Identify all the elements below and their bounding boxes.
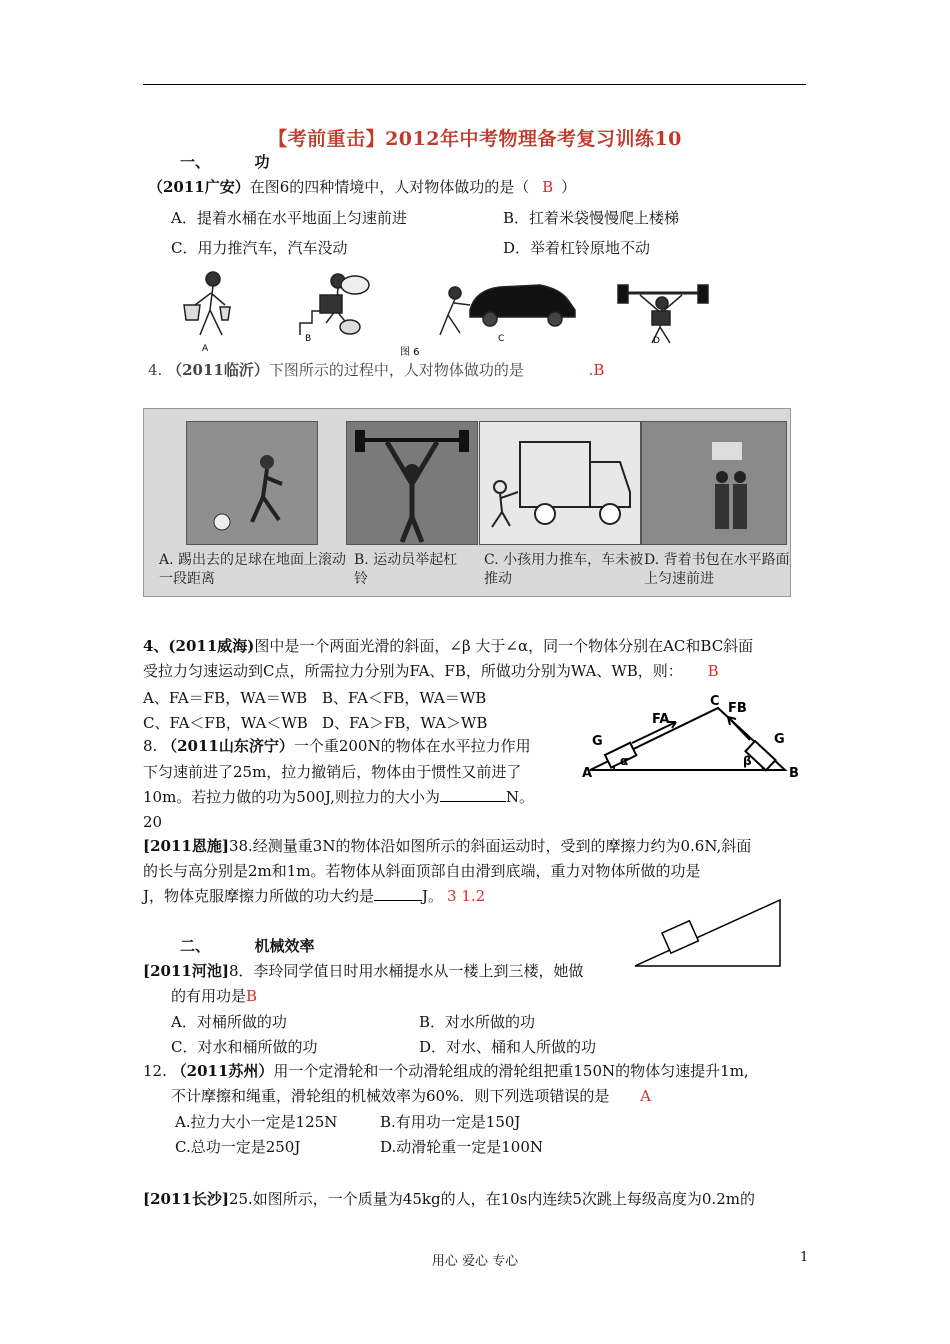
question-7-option-b: B.有用功一定是150J bbox=[380, 1113, 521, 1131]
figure-6-label-b: B bbox=[305, 334, 312, 344]
question-1-source: （2011广安） bbox=[148, 178, 250, 196]
question-4-number: 8. bbox=[143, 737, 158, 755]
question-2-stem bbox=[148, 360, 604, 380]
incline-label-beta: β bbox=[743, 754, 752, 768]
question-1-answer: B bbox=[542, 178, 554, 196]
photo-a-soccer bbox=[186, 421, 318, 545]
incline-label-fa: FA bbox=[652, 712, 670, 727]
photo-b-weightlifter bbox=[346, 421, 478, 545]
figure-6-label-c: C bbox=[498, 334, 505, 344]
question-3-line-2 bbox=[143, 661, 719, 681]
question-7-answer: A bbox=[640, 1087, 651, 1105]
section-1-heading bbox=[180, 152, 270, 172]
photo-b-caption: B. 运动员举起杠铃 bbox=[354, 552, 458, 587]
question-7-option-d: D.动滑轮重一定是100N bbox=[380, 1138, 544, 1156]
question-6-option-d: D．对水、桶和人所做的功 bbox=[419, 1038, 597, 1056]
question-5-blank bbox=[374, 900, 422, 901]
question-2-text: 下图所示的过程中，人对物体做功的是 bbox=[268, 361, 524, 379]
section-1-name: 功 bbox=[254, 153, 270, 171]
question-3-line-1 bbox=[143, 636, 753, 656]
question-6-answer: B bbox=[246, 987, 258, 1005]
question-1-close: ） bbox=[561, 178, 577, 196]
section-2-name: 机械效率 bbox=[254, 937, 315, 955]
photo-d-caption: D. 背着书包在水平路面上匀速前进 bbox=[644, 552, 790, 587]
incline-label-g-right: G bbox=[774, 732, 785, 747]
question-8-text-1: 25.如图所示，一个质量为45kg的人，在10s内连续5次跳上每级高度为0.2m的 bbox=[228, 1190, 755, 1208]
footer-motto: 用心 爱心 专心 bbox=[431, 1254, 519, 1269]
question-7-line-1 bbox=[143, 1061, 749, 1081]
question-3-answer: B bbox=[707, 662, 719, 680]
page-number: 1 bbox=[800, 1250, 809, 1265]
question-4-unit: N。 bbox=[505, 788, 534, 806]
incline-label-c: C bbox=[710, 695, 720, 709]
incline-label-fb: FB bbox=[728, 701, 747, 716]
question-5-line-2: 的长与高分别是2m和1m。若物体从斜面顶部自由滑到底端，重力对物体所做的功是 bbox=[143, 862, 701, 880]
figure-6-caption: 图 6 bbox=[400, 347, 420, 358]
incline-label-alpha: α bbox=[620, 754, 629, 768]
figure-6-d-barbell-lifter bbox=[618, 285, 708, 343]
section-2-heading bbox=[180, 936, 315, 956]
incline-label-g-left: G bbox=[592, 734, 603, 749]
figure-6-label-d: D bbox=[653, 336, 660, 346]
question-1-option-b: B．扛着米袋慢慢爬上楼梯 bbox=[503, 209, 680, 227]
question-4-source: （2011山东济宁） bbox=[162, 737, 294, 755]
question-8-source: [2011长沙] bbox=[143, 1190, 229, 1208]
question-4-answer: 20 bbox=[143, 813, 163, 831]
question-8-line-1 bbox=[143, 1189, 755, 1209]
question-6-option-c: C．对水和桶所做的功 bbox=[171, 1038, 318, 1056]
question-1-option-a: A．提着水桶在水平地面上匀速前进 bbox=[171, 209, 407, 227]
question-7-text-1: 用一个定滑轮和一个动滑轮组成的滑轮组把重150N的物体匀速提升1m, bbox=[273, 1062, 749, 1080]
question-5-text-1: 38.经测量重3N的物体沿如图所示的斜面运动时，受到的摩擦力约为0.6N,斜面 bbox=[228, 837, 752, 855]
photo-a-caption: A. 踢出去的足球在地面上滚动一段距离 bbox=[159, 552, 347, 587]
figure-6-drawings bbox=[170, 265, 730, 360]
question-3-text-2: 受拉力匀速运动到C点，所需拉力分别为FA、FB，所做功分别为WA、WB，则： bbox=[143, 662, 683, 680]
incline-label-a: A bbox=[582, 766, 593, 781]
question-7-option-c: C.总功一定是250J bbox=[175, 1138, 301, 1156]
question-6-option-b: B．对水所做的功 bbox=[419, 1013, 536, 1031]
photo-c-truck-push bbox=[479, 421, 641, 545]
photo-d-backpack-walk bbox=[641, 421, 787, 545]
question-6-text-1: 8．李玲同学值日时用水桶提水从一楼上到三楼，她做 bbox=[228, 962, 584, 980]
question-4-line-2: 下匀速前进了25m，拉力撤销后，物体由于惯性又前进了 bbox=[143, 763, 522, 781]
figure-6-c-pushing-car bbox=[440, 285, 575, 335]
question-7-line-2 bbox=[171, 1086, 651, 1106]
section-2-number: 二、 bbox=[180, 937, 211, 955]
question-7-number: 12. bbox=[143, 1062, 167, 1080]
figure-6-label-a: A bbox=[202, 344, 209, 354]
question-7-source: （2011苏州） bbox=[171, 1062, 274, 1080]
question-6-line-1 bbox=[143, 961, 584, 981]
question-3-option-a: A、FA＝FB，WA＝WB bbox=[143, 689, 308, 707]
incline-label-b: B bbox=[789, 766, 799, 781]
section-1-number: 一、 bbox=[180, 153, 211, 171]
slope-diagram bbox=[630, 895, 785, 970]
question-2-number: 4. bbox=[148, 361, 163, 379]
question-6-line-2 bbox=[171, 986, 257, 1006]
page-title: 【考前重击】2012年中考物理备考复习训练10 bbox=[268, 128, 682, 150]
question-4-line-3 bbox=[143, 787, 534, 807]
question-4-blank bbox=[440, 801, 506, 802]
question-5-source: [2011恩施] bbox=[143, 837, 229, 855]
question-6-text-2: 的有用功是 bbox=[171, 987, 247, 1005]
question-2-photo-strip bbox=[143, 408, 791, 597]
question-3-option-b: B、FA＜FB，WA＝WB bbox=[322, 689, 487, 707]
question-4-text-1: 一个重200N的物体在水平拉力作用 bbox=[293, 737, 531, 755]
question-6-source: [2011河池] bbox=[143, 962, 229, 980]
question-7-text-2: 不计摩擦和绳重，滑轮组的机械效率为60%．则下列选项错误的是 bbox=[171, 1087, 610, 1105]
incline-diagram bbox=[580, 695, 805, 785]
question-5-text-3b: J。 bbox=[422, 887, 444, 905]
question-1-text: 在图6的四种情境中，人对物体做功的是（ bbox=[249, 178, 530, 196]
question-5-line-1 bbox=[143, 836, 751, 856]
question-1-option-d: D．举着杠铃原地不动 bbox=[503, 239, 651, 257]
question-3-text-1: 图中是一个两面光滑的斜面，∠β 大于∠α，同一个物体分别在AC和BC斜面 bbox=[254, 637, 754, 655]
header-rule bbox=[143, 84, 806, 85]
question-5-answer: 3 1.2 bbox=[447, 887, 486, 905]
photo-c-caption: C. 小孩用力推车，车未被推动 bbox=[484, 552, 644, 587]
question-1-option-c: C．用力推汽车，汽车没动 bbox=[171, 239, 348, 257]
question-4-line-1 bbox=[143, 736, 531, 756]
question-7-option-a: A.拉力大小一定是125N bbox=[175, 1113, 338, 1131]
question-3-option-d: D、FA＞FB，WA＞WB bbox=[322, 714, 488, 732]
question-2-answer: .B bbox=[588, 361, 605, 379]
question-5-text-3a: J，物体克服摩擦力所做的功大约是 bbox=[143, 887, 375, 905]
question-3-option-c: C、FA＜FB，WA＜WB bbox=[143, 714, 308, 732]
question-3-source: 4、(2011威海) bbox=[143, 637, 255, 655]
question-4-text-3: 10m。若拉力做的功为500J,则拉力的大小为 bbox=[143, 788, 440, 806]
question-1-stem bbox=[148, 177, 576, 197]
figure-6-b-rice-bag-stairs bbox=[300, 274, 369, 335]
question-6-option-a: A．对桶所做的功 bbox=[171, 1013, 287, 1031]
figure-6-a-bucket-carrier bbox=[184, 272, 230, 335]
question-2-source: （2011临沂） bbox=[167, 361, 269, 379]
question-5-line-3 bbox=[143, 886, 485, 906]
